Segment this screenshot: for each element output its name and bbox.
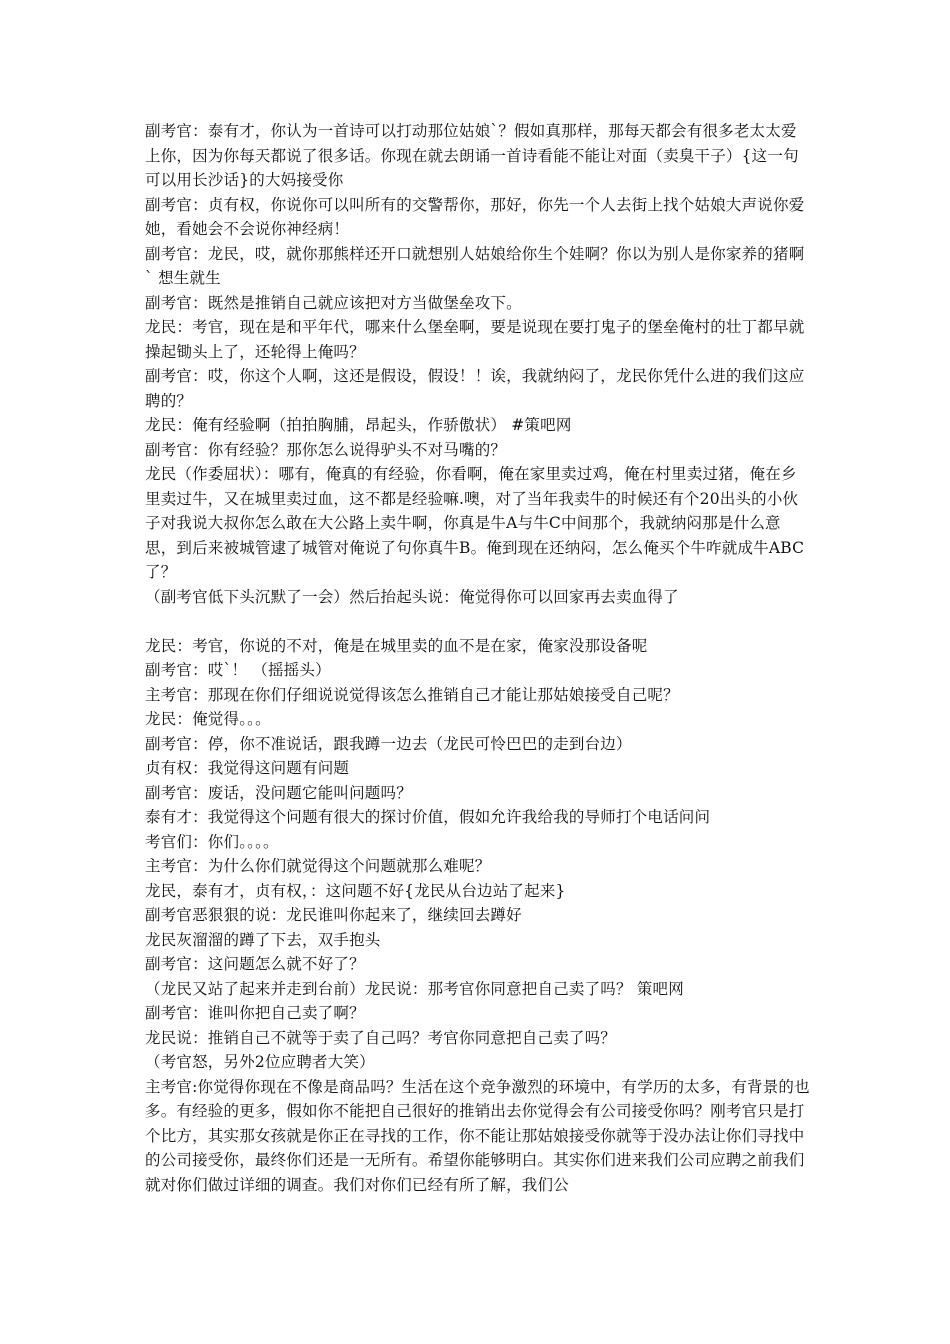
document-body [145, 119, 811, 1197]
paragraph: （考官怒，另外2位应聘者大笑） [145, 1053, 375, 1071]
paragraph: 副考官：停，你不准说话，跟我蹲一边去（龙民可怜巴巴的走到台边） [145, 734, 632, 753]
paragraph: 副考官：龙民，哎，就你那熊样还开口就想别人姑娘给你生个娃啊？你以为别人是你家养的猪啊` 想生就生 [145, 244, 805, 287]
paragraph: 副考官：你有经验？那你怎么说得驴头不对马嘴的？ [145, 440, 507, 459]
paragraph: 副考官恶狠狠的说：龙民谁叫你起来了，继续回去蹲好 [145, 906, 522, 924]
paragraph: 副考官：这问题怎么就不好了？ [145, 955, 365, 973]
paragraph: 龙民说：推销自己不就等于卖了自己吗？考官你同意把自己卖了吗？ [145, 1028, 617, 1047]
paragraph: 副考官：废话，没问题它能叫问题吗？ [145, 783, 412, 802]
paragraph: 贞有权：我觉得这问题有问题 [145, 759, 350, 777]
paragraph: 龙民：考官，你说的不对，俺是在城里卖的血不是在家，俺家没那设备呢 [145, 636, 648, 655]
paragraph: 副考官：哎`！ （摇摇头） [145, 661, 331, 679]
paragraph: 主考官：为什么你们就觉得这个问题就那么难呢？ [145, 857, 491, 875]
paragraph: 考官们：你们。。。。 [145, 832, 279, 851]
paragraph: 龙民灰溜溜的蹲了下去，双手抱头 [145, 930, 381, 949]
paragraph: 龙民，泰有才，贞有权，：这问题不好{龙民从台边站了起来} [145, 881, 566, 900]
paragraph: 泰有才：我觉得这个问题有很大的探讨价值，假如允许我给我的导师打个电话问问 [145, 808, 711, 826]
paragraph: 副考官：贞有权，你说你可以叫所有的交警帮你，那好，你先一个人去街上找个姑娘大声说你爱她，看她会不会说你神经病！ [145, 195, 805, 238]
paragraph: 副考官：谁叫你把自己卖了啊？ [145, 1004, 365, 1022]
paragraph: 副考官：哎，你这个人啊，这还是假设，假设！！诶，我就纳闷了，龙民你凭什么进的我们这应聘的？ [145, 367, 805, 410]
paragraph: 龙民：俺觉得。。。 [145, 710, 271, 728]
paragraph: 龙民：俺有经验啊（拍拍胸脯，昂起头，作骄傲状） #策吧网 [145, 416, 572, 434]
paragraph: 副考官：泰有才，你认为一首诗可以打动那位姑娘`？假如真那样，那每天都会有很多老太太爱上你，因为你每天都说了很多话。你现在就去朗诵一首诗看能不能让对面（卖臭干子）{这一句可以用长沙话}的大妈接受你 [145, 122, 799, 189]
paragraph: 主考官：那现在你们仔细说说觉得该怎么推销自己才能让那姑娘接受自己呢？ [145, 685, 679, 704]
paragraph: 副考官：既然是推销自己就应该把对方当做堡垒攻下。 [145, 293, 522, 312]
paragraph: 主考官:你觉得你现在不像是商品吗？生活在这个竞争激烈的环境中，有学历的太多，有背景的也多。有经验的更多，假如你不能把自己很好的推销出去你觉得会有公司接受你吗？刚考官只是打个比方，其实那女孩就是你正在寻找的工作，你不能让那姑娘接受你就等于没办法让你们寻找中的公司接受你，最终你们还是一无所有。希望你能够明白。其实你们进来我们公司应聘之前我们就对你们做过详细的调查。我们对你们已经有所了解，我们公 [145, 1077, 810, 1194]
paragraph: （龙民又站了起来并走到台前）龙民说：那考官你同意把自己卖了吗？ 策吧网 [145, 979, 684, 998]
paragraph: （副考官低下头沉默了一会）然后抬起头说：俺觉得你可以回家再去卖血得了 [145, 587, 679, 606]
blank-line [145, 609, 811, 634]
paragraph: 龙民（作委屈状）：哪有，俺真的有经验，你看啊，俺在家里卖过鸡，俺在村里卖过猪，俺在乡里卖过牛，又在城里卖过血，这不都是经验嘛.噢，对了当年我卖牛的时候还有个20出头的小伙子对我说大叔你怎么敢在大公路上卖牛啊，你真是牛A与牛C中间那个，我就纳闷那是什么意思，到后来被城管逮了城管对俺说了句你真牛B。俺到现在还纳闷，怎么俺买个牛咋就成牛ABC了？ [145, 465, 805, 581]
paragraph: 龙民：考官，现在是和平年代，哪来什么堡垒啊，要是说现在要打鬼子的堡垒俺村的壮丁都早就操起锄头上了，还轮得上俺吗？ [145, 318, 805, 361]
